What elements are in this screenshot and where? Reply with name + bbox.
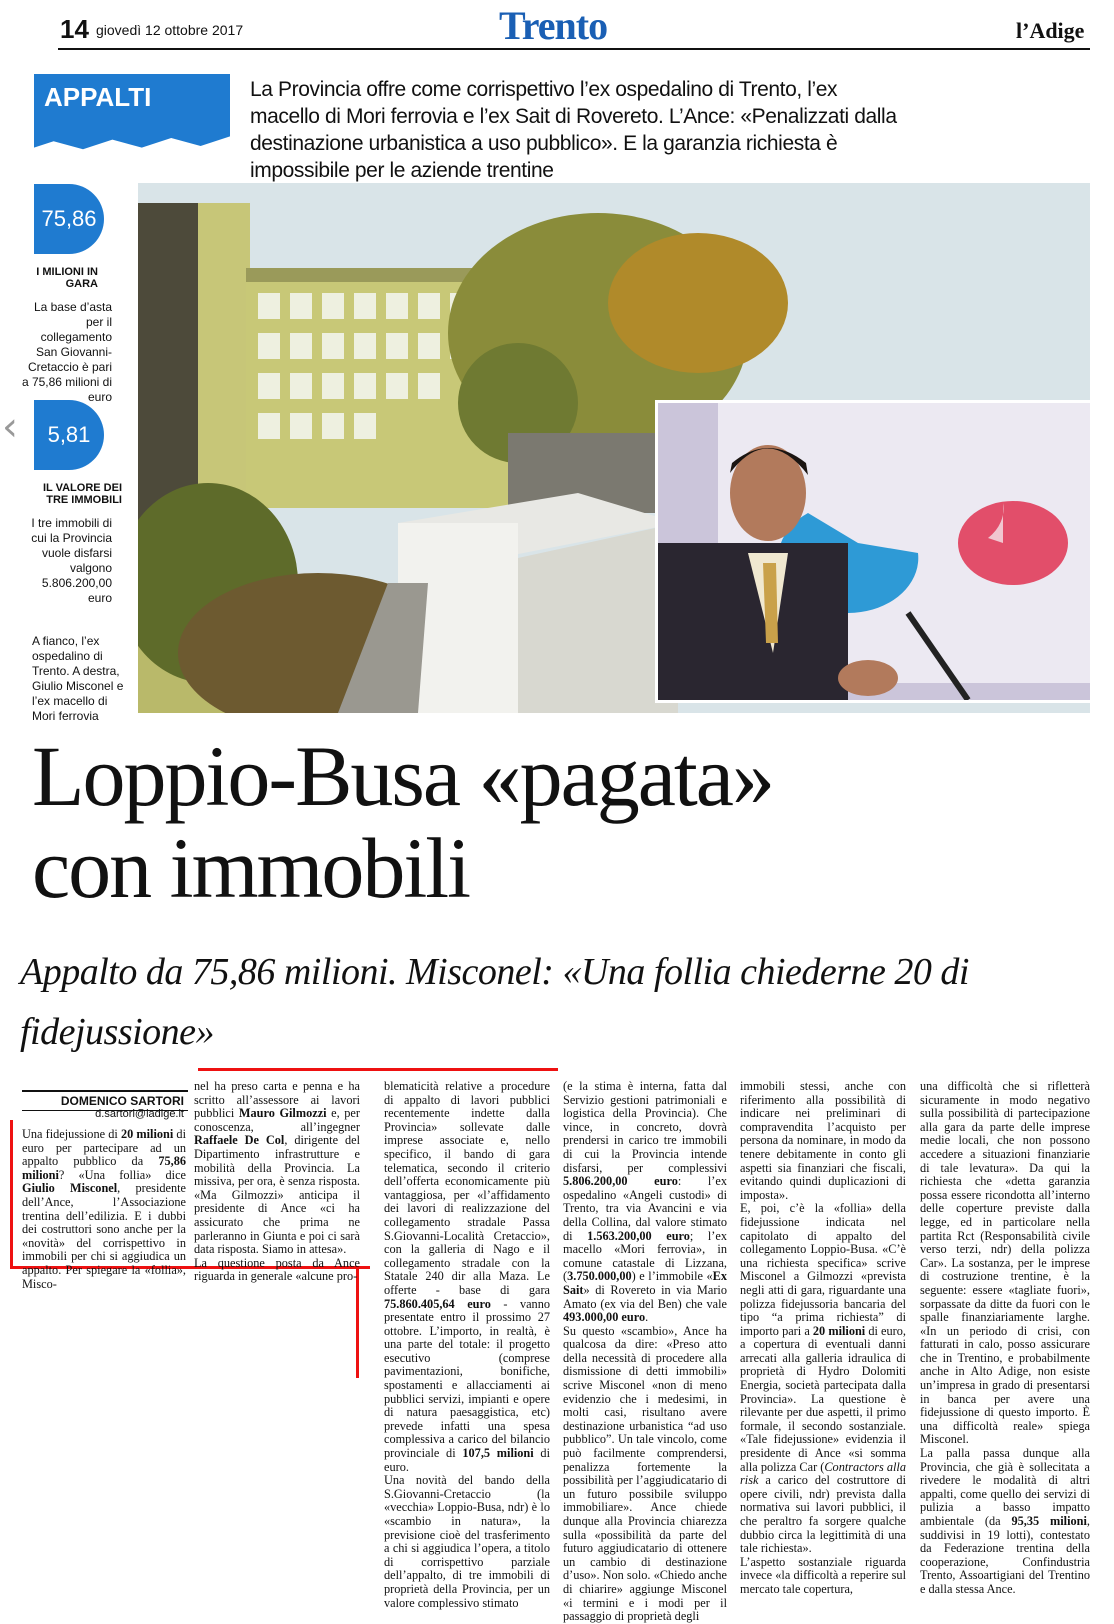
article-column-3: blematicità relative a procedure di appalto di lavori pubblici recentemente indette dalla Provincia» sollevate dalle imprese associate e, nello specifico, il bando di gara telematica, secondo il criterio dell’offerta economicamente più vantaggiosa, per «l’affidamento dei lavori di realizzazione del collegamento stradale Passa S.Giovanni-Località Cretaccio», con la galleria di Nago e il collegamento stradale con la Statale 240 dir alla Maza. Le offerte - base di gara 75.860.405,64 euro - vanno presentate entro il prossimo 27 ottobre. L’importo, in realtà, è una parte del totale: il progetto esecutivo (comprese pavimentazioni, bonifiche, spostamenti e allacciamenti ai pubblici servizi, impianti e opere di natura paesaggistica, etc) prevede infatti una spesa complessiva a carico del bilancio provinciale di 107,5 milioni di euro. Una novità del bando della S.Giovanni-Cretaccio (la «vecchia» Loppio-Busa, ndr) è lo «scambio in natura», la previsione cioè del trasferimento a chi si aggiudica l’opera, a titolo di corrispettivo parziale dell’appalto, di tre immobili di proprietà della Provincia, per un valore complessivo stimato	[384, 1079, 550, 1610]
newspaper-logo: l’Adige	[1016, 18, 1085, 43]
photo-misconel	[655, 400, 1093, 703]
section-title: Trento	[499, 3, 608, 48]
stat-badge-1: 75,86	[34, 184, 104, 254]
headline-line-2: con immobili	[32, 820, 470, 916]
article-column-5: immobili stessi, anche con riferimento alla possibilità di indicare nei preliminari di compravendita l’acquisto per persona da nominare, in modo da tenere debitamente in conto gli aspetti sia finanziari che fiscali, evitando quindi duplicazioni di imposta». E, poi, c’è la «follia» della fidejussione indicata nel capitolato di appalto del collegamento Loppio-Busa. «C’è una richiesta specifica» scrive Misconel a Gilmozzi «prevista negli atti di gara, riguardante una polizza fidejussoria bancaria del tipo “a prima richiesta” di importo pari a 20 milioni di euro, a copertura di eventuali danni arrecati alla galleria idraulica di proprietà di Hydro Dolomiti Energia, società partecipata dalla Provincia». La questione è rilevante per due aspetti, il primo formale, il secondo sostanziale. «Tale fidejussione» evidenzia il presidente di Ance «si somma alla polizza Car (Contractors alla risk a carico del costruttore di opere civili, ndr) prevista dalla normativa sui lavori pubblici, il che peraltro fa sorgere qualche dubbio circa la legittimità di una tale richiesta». L’aspetto sostanziale riguarda invece «la difficoltà a reperire sul mercato tale copertura,	[740, 1079, 906, 1596]
stat-label-1: I MILIONI IN GARA	[36, 266, 98, 290]
subheadline: Appalto da 75,86 milioni. Misconel: «Una follia chiederne 20 di fidejussione»	[20, 951, 969, 1053]
header-rule	[58, 48, 1090, 50]
chevron-left-icon[interactable]: ‹	[2, 404, 18, 450]
stat-label-2: IL VALORE DEI TRE IMMOBILI	[42, 482, 122, 506]
stat-desc-2: I tre immobili di cui la Provincia vuole disfarsi valgono 5.806.200,00 euro	[31, 516, 112, 605]
highlight-rule-right	[356, 1268, 359, 1378]
article-deck: La Provincia offre come corrispettivo l’ex ospedalino di Trento, l’ex macello di Mori ferrovia e l’ex Sait di Rovereto. L’Ance: «Penalizzati dalla destinazione urbanistica a uso pubblico». E la garanzia richiesta è impossibile per le aziende trentine	[250, 78, 897, 182]
stat-badge-2: 5,81	[34, 400, 104, 470]
article-column-6: una difficoltà che si rifletterà sicuramente in modo negativo sulla possibilità di partecipazione alla gara da parte delle imprese medie locali, che non possono accedere a situazioni finanziarie di tale levatura». Da qui la richiesta che «detta garanzia possa essere ricondotta all’interno delle coperture previste dalla legge, ed in particolare nella partita Rct (Responsabilità civile verso terzi, ndr) della polizza Car». La sostanza, per le imprese di costruzione trentine, è la seguente: essere «tagliate fuori», sorpassate da ditte da fuori con le spalle finanziariamente larghe. «In un periodo di crisi, con fatturati in calo, posso assicurare che in Trentino, e probabilmente anche in Alto Adige, non esiste un’impresa in grado di presentarsi in banca per avere una fidejussione di questo importo. È una difficoltà reale» spiega Misconel. La palla passa dunque alla Provincia, che già è sollecitata a rivedere le modalità di altri appalti, come quello dei servizi di pulizia a basso impatto ambientale (da 95,35 milioni, suddivisi in 19 lotti), contestato da Federazione trentina della cooperazione, Confindustria Trento, Assoartigiani del Trentino e dalla stessa Ance.	[920, 1079, 1090, 1596]
section-tag: APPALTI	[44, 82, 152, 112]
page-number: 14	[60, 14, 89, 44]
highlight-rule-top	[198, 1068, 558, 1071]
article-column-2: nel ha preso carta e penna e ha scritto all’assessore ai lavori pubblici Mauro Gilmozzi e, per conoscenza, all’ingegner Raffaele De Col, dirigente del Dipartimento infrastrutture e mobilità della Provincia. La missiva, per ora, è senza risposta. «Ma Gilmozzi» anticipa il presidente di Ance «ci ha assicurato che prima ne parleranno in Giunta e poi ci sarà data risposta. Siamo in attesa». La questione posta da Ance riguarda in generale «alcune pro-	[194, 1079, 360, 1284]
article-column-1: Una fidejussione di 20 milioni di euro per partecipare ad un appalto pubblico da 75,86 milioni? «Una follia» dice Giulio Misconel, presidente dell’Ance, l’Associazione trentina dell’edilizia. E i dubbi dei costruttori sono anche per la «novità» del corrispettivo in immobili per chi si aggiudica un appalto. Per spiegare la «follia», Misco-	[22, 1127, 186, 1291]
photo-caption: A fianco, l’ex ospedalino di Trento. A destra, Giulio Misconel e l’ex macello di Mori ferrovia	[32, 634, 124, 723]
byline: DOMENICO SARTORI	[22, 1090, 188, 1111]
author-email: d.sartori@ladige.it	[95, 1108, 184, 1120]
stat-desc-1: La base d’asta per il collegamento San Giovanni-Cretaccio è pari a 75,86 milioni di euro	[21, 300, 112, 404]
headline	[32, 730, 1082, 914]
article-column-4: (e la stima è interna, fatta dal Servizio gestioni patrimoniali e logistica della Provincia). Che vince, in concreto, dovrà prendersi in carico tre immobili di cui la Provincia intende disfarsi, per complessivi 5.806.200,00 euro: l’ex ospedalino «Angeli custodi» di Trento, tra via Avancini e via della Collina, dal valore stimato di 1.563.200,00 euro; l’ex macello «Mori ferrovia», in comune catastale di Lizzana, (3.750.000,00) e l’immobile «Ex Sait» di Rovereto in via Mario Amato (ex via del Ben) che vale 493.000,00 euro. Su questo «scambio», Ance ha qualcosa da dire: «Preso atto della necessità di procedere alla dismissione di detti immobili» scrive Misconel «non di meno evidenzio che i medesimi, in molti casi, risultano avere destinazione urbanistica “ad uso pubblico”. Un tale vincolo, come può facilmente comprendersi, penalizza fortemente la possibilità per l’aggiudicatario di un futuro possibile sviluppo immobiliare». Ance chiede dunque alla Provincia chiarezza sulla «possibilità da parte del futuro aggiudicatario di ottenere un cambio di destinazione d’uso». Non solo. «Chiedo anche di chiarire» aggiunge Misconel «i termini e i modi per il passaggio di proprietà degli	[563, 1079, 728, 1624]
page-date: giovedì 12 ottobre 2017	[96, 22, 244, 38]
headline-line-1: Loppio-Busa «pagata»	[32, 728, 773, 824]
highlight-rule-left	[10, 1120, 13, 1268]
